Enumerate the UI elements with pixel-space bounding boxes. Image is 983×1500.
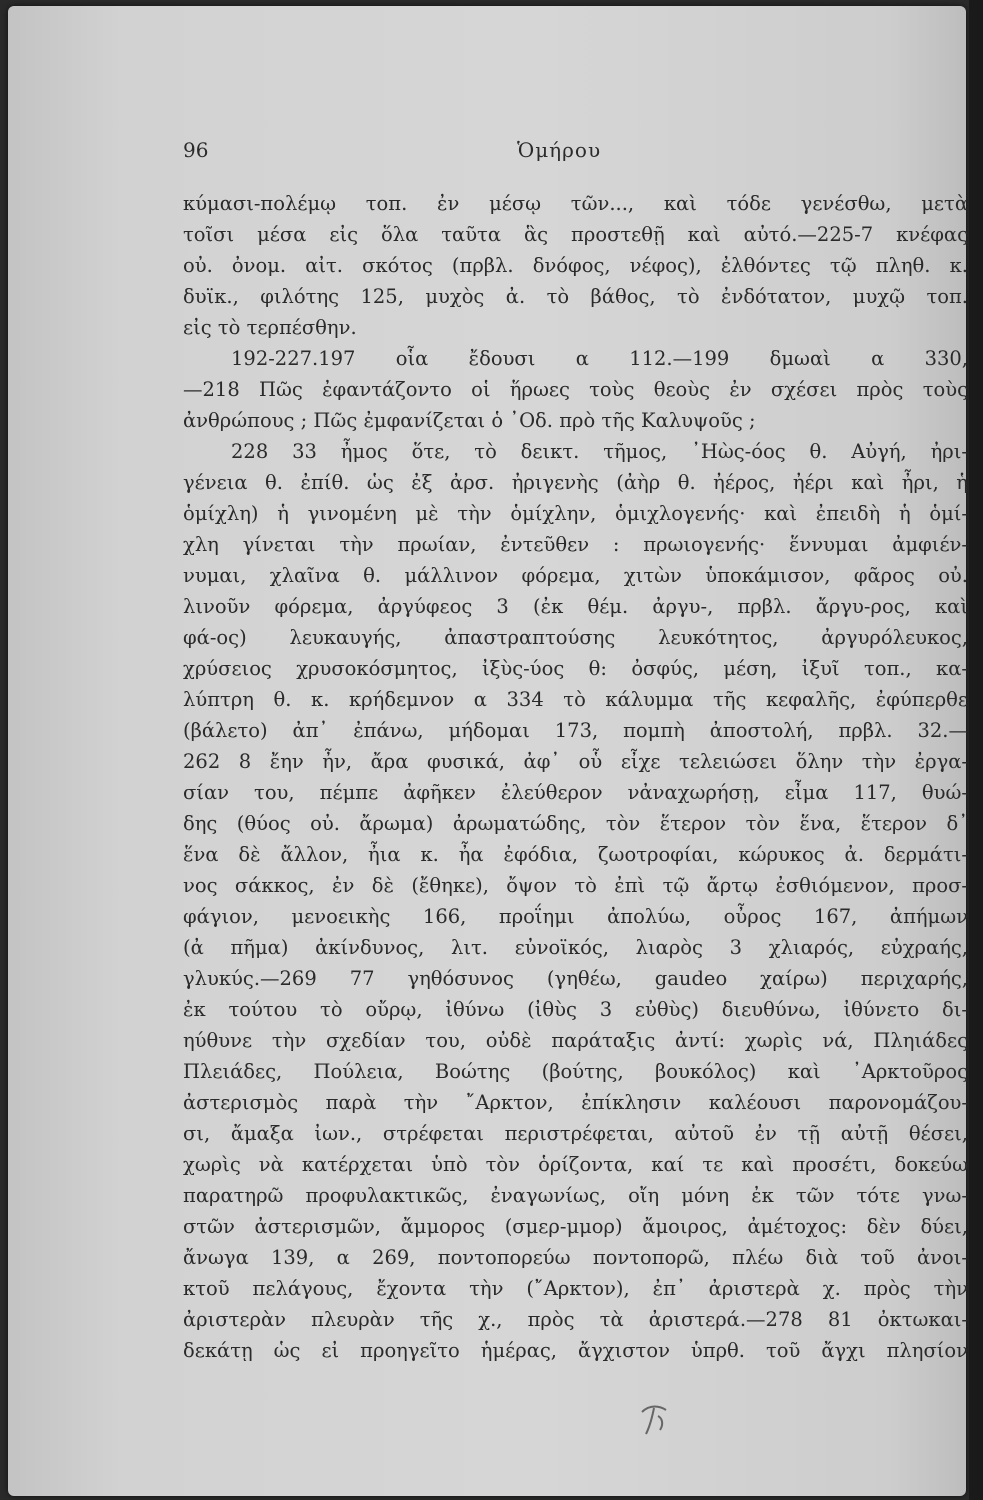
text-line: λινοῦν φόρεμα, ἀργύφεος 3 (ἐκ θέμ. ἀργυ-, πρβλ. ἄργυ-ρος, καὶ xyxy=(183,595,968,618)
text-line: γλυκύς.—269 77 γηθόσυνος (γηθέω, gaudeo χαίρω) περιχαρής, xyxy=(183,967,968,990)
text-line: παρατηρῶ προφυλακτικῶς, ἐναγωνίως, οἴη μόνη ἐκ τῶν τότε γνω- xyxy=(183,1184,968,1207)
text-line: κύμασι-πολέμῳ τοπ. ἐν μέσῳ τῶν..., καὶ τόδε γενέσθω, μετὰ xyxy=(183,192,968,215)
text-line: νυμαι, χλαῖνα θ. μάλλινον φόρεμα, χιτὼν ὑποκάμισον, φᾶρος οὐ. xyxy=(183,564,968,587)
book-page xyxy=(8,6,966,1496)
text-line: —218 Πῶς ἐφαντάζοντο οἱ ἥρωες τοὺς θεοὺς ἐν σχέσει πρὸς τοὺς xyxy=(183,378,968,401)
text-line: 228 33 ἦμος ὅτε, τὸ δεικτ. τῆμος, ᾿Ηὼς-όος θ. Αὐγή, ἠρι- xyxy=(231,440,968,463)
text-line: στῶν ἀστερισμῶν, ἄμμορος (σμερ-μμορ) ἄμοιρος, ἀμέτοχος: δὲν δύει, xyxy=(183,1215,968,1238)
text-line: ἕνα δὲ ἄλλον, ἦια κ. ἦα ἐφόδια, ζωοτροφίαι, κώρυκος ἀ. δερμάτι- xyxy=(183,843,968,866)
running-head: Ὁμήρου xyxy=(517,138,602,162)
text-line: σίαν του, πέμπε ἀφῆκεν ἐλεύθερον νἀναχωρήσῃ, εἶμα 117, θυώ- xyxy=(183,781,968,804)
text-line: δεκάτῃ ὡς εἰ προηγεῖτο ἡμέρας, ἄγχιστον ὑπρθ. τοῦ ἄγχι πλησίον xyxy=(183,1339,968,1362)
text-line: Πλειάδες, Πούλεια, Βοώτης (βούτης, βουκόλος) καὶ ᾿Αρκτοῦρος xyxy=(183,1060,968,1083)
text-line: κτοῦ πελάγους, ἔχοντα τὴν (῎Αρκτον), ἐπ᾿ ἀριστερὰ χ. πρὸς τὴν xyxy=(183,1277,968,1300)
text-line: γένεια θ. ἐπίθ. ὡς ἐξ ἀρσ. ἠριγενὴς (ἀὴρ θ. ἠέρος, ἠέρι καὶ ἦρι, ἡ xyxy=(183,471,968,494)
commentary-text xyxy=(183,188,968,1366)
text-line: χωρὶς νὰ κατέρχεται ὑπὸ τὸν ὁρίζοντα, καί τε καὶ προσέτι, δοκεύω xyxy=(183,1153,968,1176)
text-line: χλη γίνεται τὴν πρωίαν, ἐντεῦθεν : πρωιογενής· ἕννυμαι ἀμφιέν- xyxy=(183,533,968,556)
text-line: σι, ἄμαξα ἰων., στρέφεται περιστρέφεται, αὐτοῦ ἐν τῇ αὐτῇ θέσει, xyxy=(183,1122,968,1145)
text-line: ὁμίχλη) ἡ γινομένη μὲ τὴν ὁμίχλην, ὁμιχλογενής· καὶ ἐπειδὴ ἡ ὁμί- xyxy=(183,502,968,525)
text-line: οὐ. ὀνομ. αἰτ. σκότος (πρβλ. δνόφος, νέφος), ἐλθόντες τῷ πληθ. κ. xyxy=(183,254,968,277)
text-line: δυϊκ., φιλότης 125, μυχὸς ἀ. τὸ βάθος, τὸ ἐνδότατον, μυχῷ τοπ. xyxy=(183,285,968,308)
text-line: ἄνωγα 139, α 269, ποντοπορεύω ποντοπορῶ, πλέω διὰ τοῦ ἀνοι- xyxy=(183,1246,968,1269)
text-line: 192-227.197 οἷα ἔδουσι α 112.—199 δμωαὶ α 330, xyxy=(231,347,968,370)
text-line: τοῖσι μέσα εἰς ὅλα ταῦτα ἃς προστεθῇ καὶ αὐτό.—225-7 κνέφας xyxy=(183,223,968,246)
book-spine-edge xyxy=(969,0,983,1500)
text-line: ἀνθρώπους ; Πῶς ἐμφανίζεται ὁ ᾿Οδ. πρὸ τῆς Καλυψοῦς ; xyxy=(183,409,756,432)
text-line: χρύσειος χρυσοκόσμητος, ἰξὺς-ύος θ: ὀσφύς, μέση, ἰξυῖ τοπ., κα- xyxy=(183,657,968,680)
pencil-mark-icon xyxy=(636,1400,676,1440)
text-line: νος σάκκος, ἐν δὲ (ἔθηκε), ὄψον τὸ ἐπὶ τῷ ἄρτῳ ἐσθιόμενον, προσ- xyxy=(183,874,968,897)
text-line: ἀριστερὰν πλευρὰν τῆς χ., πρὸς τὰ ἀριστερά.—278 81 ὀκτωκαι- xyxy=(183,1308,968,1331)
text-line: ἀστερισμὸς παρὰ τὴν ῎Αρκτον, ἐπίκλησιν καλέουσι παρονομάζου- xyxy=(183,1091,968,1114)
text-line: (ἀ πῆμα) ἀκίνδυνος, λιτ. εὐνοϊκός, λιαρὸς 3 χλιαρός, εὐχραής, xyxy=(183,936,968,959)
text-line: εἰς τὸ τερπέσθην. xyxy=(183,316,357,339)
text-line: δης (θύος οὐ. ἄρωμα) ἀρωματώδης, τὸν ἕτερον τὸν ἕνα, ἕτερον δ᾿ xyxy=(183,812,968,835)
text-line: λύπτρη θ. κ. κρήδεμνον α 334 τὸ κάλυμμα τῆς κεφαλῆς, ἐφύπερθε xyxy=(183,688,968,711)
text-line: ἐκ τούτου τὸ οὔρῳ, ἰθύνω (ἰθὺς 3 εὐθὺς) διευθύνω, ἰθύνετο δι- xyxy=(183,998,968,1021)
text-line: ηύθυνε τὴν σχεδίαν του, οὐδὲ παράταξις ἀντί: χωρὶς νά, Πληιάδες xyxy=(183,1029,968,1052)
text-line: (βάλετο) ἀπ᾿ ἐπάνω, μήδομαι 173, πομπὴ ἀποστολή, πρβλ. 32.— xyxy=(183,719,968,742)
text-line: φάγιον, μενοεικὴς 166, προΐημι ἀπολύω, οὖρος 167, ἀπήμων xyxy=(183,905,968,928)
text-line: 262 8 ἔην ἦν, ἄρα φυσικά, ἀφ᾿ οὗ εἶχε τελειώσει ὅλην τὴν ἐργα- xyxy=(183,750,968,773)
page-number: 96 xyxy=(183,138,209,162)
text-line: φά-ος) λευκαυγής, ἀπαστραπτούσης λευκότητος, ἀργυρόλευκος, xyxy=(183,626,968,649)
